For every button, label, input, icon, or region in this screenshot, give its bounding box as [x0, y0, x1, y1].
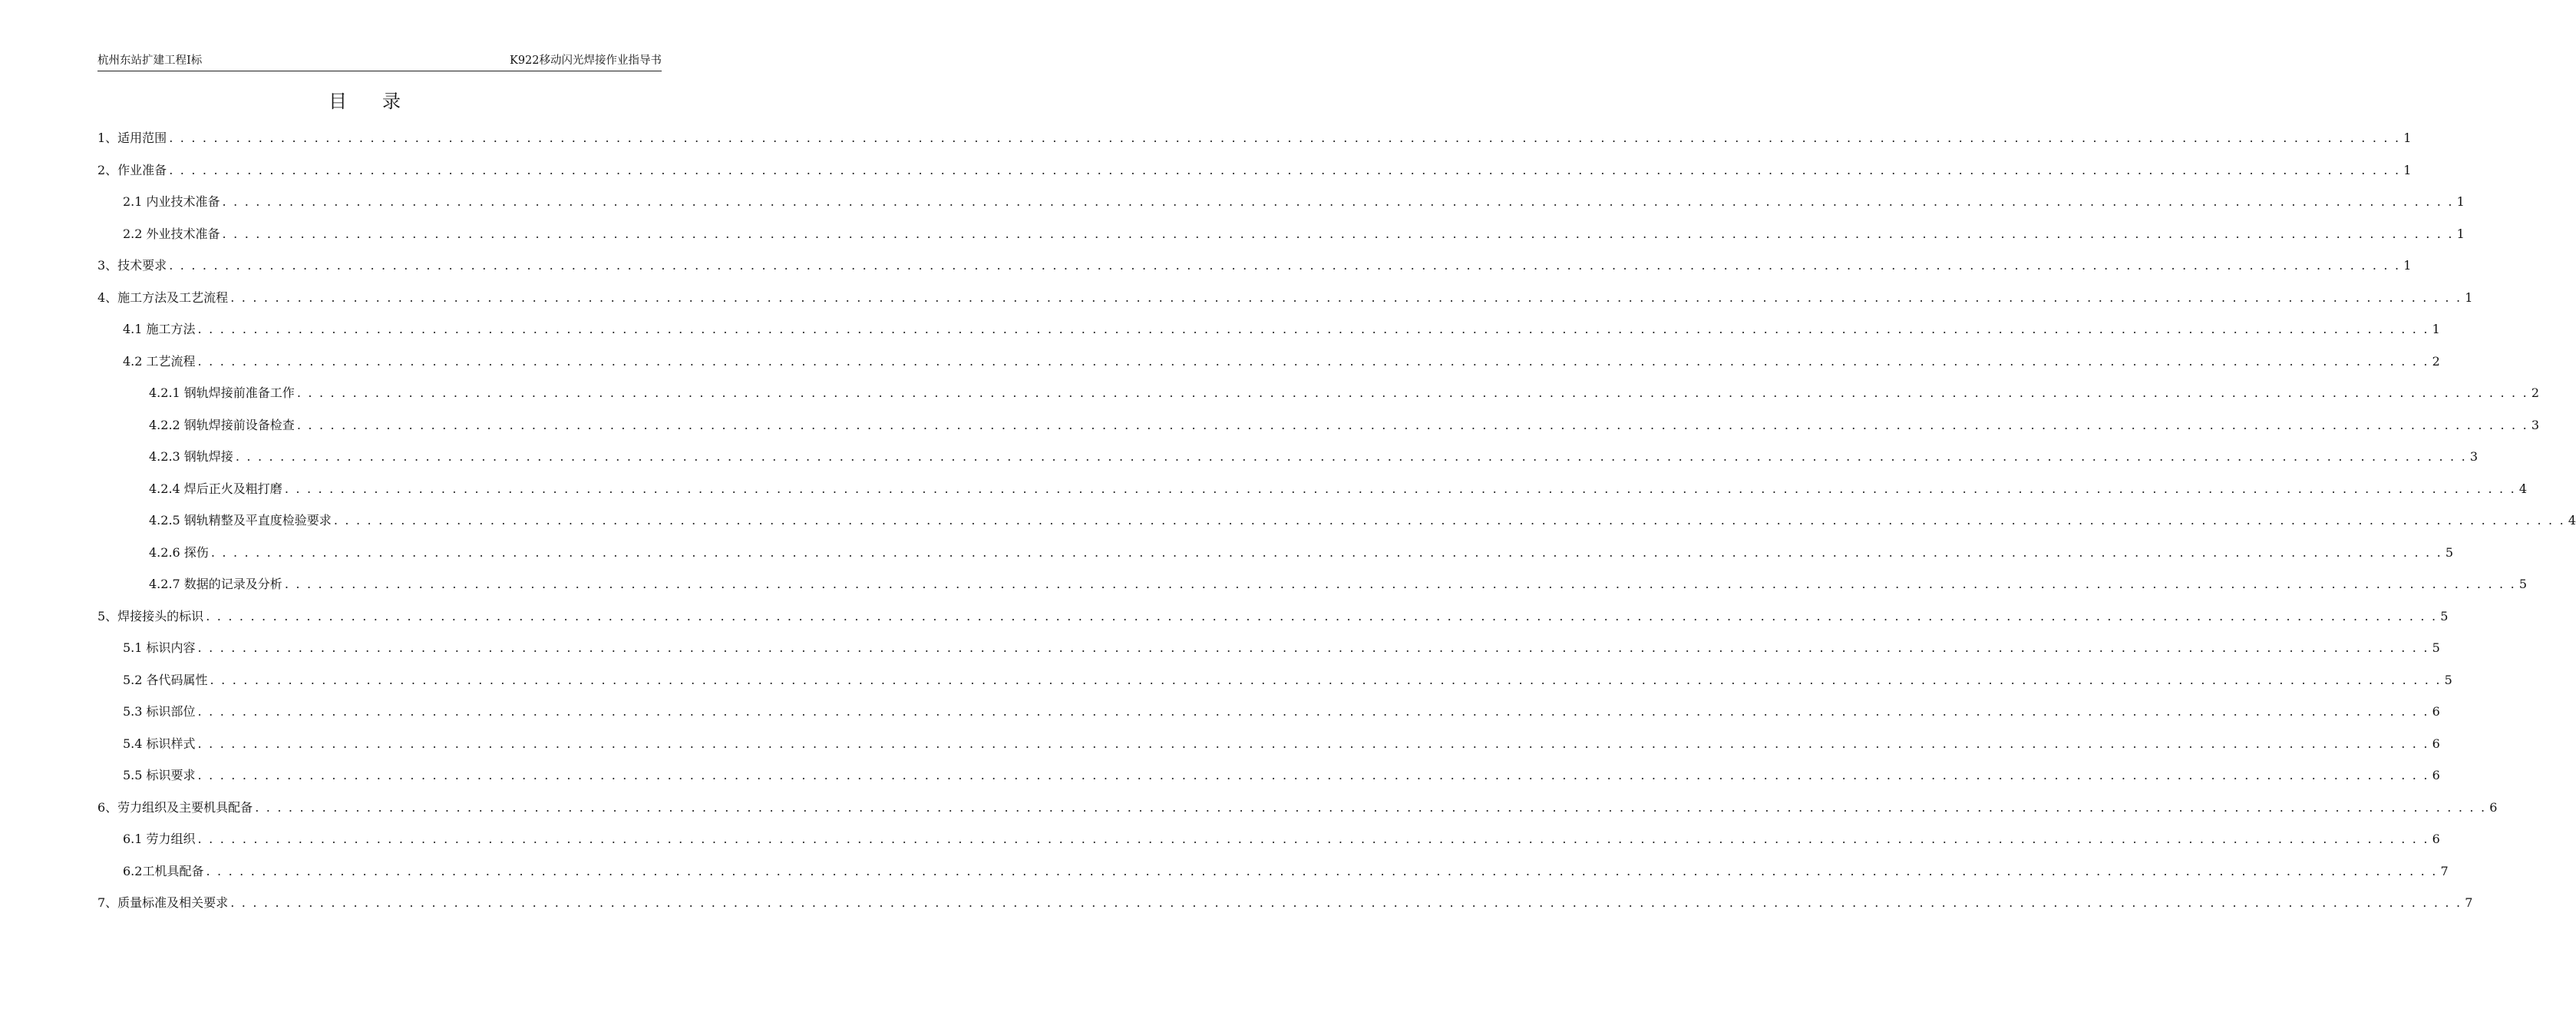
toc-entry-label: 2.2 外业技术准备	[123, 226, 220, 241]
toc-leader-dots: . . . . . . . . . . . . . . . . . . . . . . . . . . . . . . . . . . . . . . . . . . . . . . . . . . . . . . . . . . . . . . . . . . . . . . . . . . . . . . . . . . . . . . . . . . . . . . . . . . . . . . . . . . . . . . . . . . . . . . . . . . . . . . . . . . . . . . . . . . . . . . . . . . . . . . . . . . . . . . . . . . . . . . . . . . . . . . . . . . . . . . . . . . . . . . . . . . . . . . . .	[169, 131, 2401, 145]
toc-entry[interactable]	[97, 892, 2473, 914]
toc-entry[interactable]	[97, 287, 2473, 309]
toc-entry-page-number: 1	[2403, 258, 2412, 273]
toc-entry-page-number: 6	[2432, 832, 2440, 846]
toc-leader-dots: . . . . . . . . . . . . . . . . . . . . . . . . . . . . . . . . . . . . . . . . . . . . . . . . . . . . . . . . . . . . . . . . . . . . . . . . . . . . . . . . . . . . . . . . . . . . . . . . . . . . . . . . . . . . . . . . . . . . . . . . . . . . . . . . . . . . . . . . . . . . . . . . . . . . . . . . . . . . . . . . . . . . . . . . . . . . . . . . . . . . . . . . . . . . . . . . . . . . . . . .	[197, 768, 2429, 782]
toc-leader-dots: . . . . . . . . . . . . . . . . . . . . . . . . . . . . . . . . . . . . . . . . . . . . . . . . . . . . . . . . . . . . . . . . . . . . . . . . . . . . . . . . . . . . . . . . . . . . . . . . . . . . . . . . . . . . . . . . . . . . . . . . . . . . . . . . . . . . . . . . . . . . . . . . . . . . . . . . . . . . . . . . . . . . . . . . . . . . . . . . . . . . . . . . . . . . . . . . . . . . . . . .	[169, 258, 2401, 273]
toc-entry-label: 4.2.4 焊后正火及粗打磨	[149, 481, 282, 496]
toc-leader-dots: . . . . . . . . . . . . . . . . . . . . . . . . . . . . . . . . . . . . . . . . . . . . . . . . . . . . . . . . . . . . . . . . . . . . . . . . . . . . . . . . . . . . . . . . . . . . . . . . . . . . . . . . . . . . . . . . . . . . . . . . . . . . . . . . . . . . . . . . . . . . . . . . . . . . . . . . . . . . . . . . . . . . . . . . . . . . . . . . . . . . . . . . . . . . . . . . . . . . . . . .	[255, 799, 2487, 815]
toc-entry-label: 4.2.1 钢轨焊接前准备工作	[149, 385, 295, 400]
toc-entry[interactable]	[123, 861, 2449, 882]
toc-leader-dots: . . . . . . . . . . . . . . . . . . . . . . . . . . . . . . . . . . . . . . . . . . . . . . . . . . . . . . . . . . . . . . . . . . . . . . . . . . . . . . . . . . . . . . . . . . . . . . . . . . . . . . . . . . . . . . . . . . . . . . . . . . . . . . . . . . . . . . . . . . . . . . . . . . . . . . . . . . . . . . . . . . . . . . . . . . . . . . . . . . . . . . . . . . . . . . . . . . . . . . . .	[284, 577, 2516, 591]
toc-entry[interactable]	[97, 160, 2412, 181]
toc-entry-page-number: 1	[2403, 131, 2412, 145]
toc-entry[interactable]	[123, 829, 2440, 850]
toc-leader-dots: . . . . . . . . . . . . . . . . . . . . . . . . . . . . . . . . . . . . . . . . . . . . . . . . . . . . . . . . . . . . . . . . . . . . . . . . . . . . . . . . . . . . . . . . . . . . . . . . . . . . . . . . . . . . . . . . . . . . . . . . . . . . . . . . . . . . . . . . . . . . . . . . . . . . . . . . . . . . . . . . . . . . . . . . . . . . . . . . . . . . . . . . . . . . . . . . . . . . . . . .	[197, 832, 2429, 846]
toc-leader-dots: . . . . . . . . . . . . . . . . . . . . . . . . . . . . . . . . . . . . . . . . . . . . . . . . . . . . . . . . . . . . . . . . . . . . . . . . . . . . . . . . . . . . . . . . . . . . . . . . . . . . . . . . . . . . . . . . . . . . . . . . . . . . . . . . . . . . . . . . . . . . . . . . . . . . . . . . . . . . . . . . . . . . . . . . . . . . . . . . . . . . . . . . . . . . . . . . . . . . . . . .	[222, 194, 2454, 209]
toc-entry-label: 6.1 劳力组织	[123, 832, 196, 846]
toc-entry-page-number: 6	[2489, 799, 2498, 815]
toc-title: 目录	[329, 91, 436, 112]
toc-leader-dots: . . . . . . . . . . . . . . . . . . . . . . . . . . . . . . . . . . . . . . . . . . . . . . . . . . . . . . . . . . . . . . . . . . . . . . . . . . . . . . . . . . . . . . . . . . . . . . . . . . . . . . . . . . . . . . . . . . . . . . . . . . . . . . . . . . . . . . . . . . . . . . . . . . . . . . . . . . . . . . . . . . . . . . . . . . . . . . . . . . . . . . . . . . . . . . . . . . . . . . . .	[197, 736, 2429, 751]
toc-entry-page-number: 5	[2518, 577, 2528, 591]
toc-entry[interactable]	[123, 733, 2440, 755]
toc-entry-page-number: 2	[2531, 385, 2540, 400]
toc-entry-label: 4.2 工艺流程	[123, 353, 196, 369]
toc-entry-label: 4.2.6 探伤	[149, 544, 209, 560]
toc-leader-dots: . . . . . . . . . . . . . . . . . . . . . . . . . . . . . . . . . . . . . . . . . . . . . . . . . . . . . . . . . . . . . . . . . . . . . . . . . . . . . . . . . . . . . . . . . . . . . . . . . . . . . . . . . . . . . . . . . . . . . . . . . . . . . . . . . . . . . . . . . . . . . . . . . . . . . . . . . . . . . . . . . . . . . . . . . . . . . . . . . . . . . . . . . . . . . . . . . . . . . . . .	[169, 162, 2401, 177]
toc-leader-dots: . . . . . . . . . . . . . . . . . . . . . . . . . . . . . . . . . . . . . . . . . . . . . . . . . . . . . . . . . . . . . . . . . . . . . . . . . . . . . . . . . . . . . . . . . . . . . . . . . . . . . . . . . . . . . . . . . . . . . . . . . . . . . . . . . . . . . . . . . . . . . . . . . . . . . . . . . . . . . . . . . . . . . . . . . . . . . . . . . . . . . . . . . . . . . . . . . . . . . . . .	[296, 417, 2528, 432]
toc-leader-dots: . . . . . . . . . . . . . . . . . . . . . . . . . . . . . . . . . . . . . . . . . . . . . . . . . . . . . . . . . . . . . . . . . . . . . . . . . . . . . . . . . . . . . . . . . . . . . . . . . . . . . . . . . . . . . . . . . . . . . . . . . . . . . . . . . . . . . . . . . . . . . . . . . . . . . . . . . . . . . . . . . . . . . . . . . . . . . . . . . . . . . . . . . . . . . . . . . . . . . . . .	[206, 608, 2438, 624]
header-document-title: K922移动闪光焊接作业指导书	[509, 55, 662, 67]
toc-entry-label: 4.2.5 钢轨精整及平直度检验要求	[149, 513, 332, 528]
toc-entry[interactable]	[97, 797, 2498, 819]
toc-entry-label: 7、质量标准及相关要求	[97, 895, 229, 910]
toc-leader-dots: . . . . . . . . . . . . . . . . . . . . . . . . . . . . . . . . . . . . . . . . . . . . . . . . . . . . . . . . . . . . . . . . . . . . . . . . . . . . . . . . . . . . . . . . . . . . . . . . . . . . . . . . . . . . . . . . . . . . . . . . . . . . . . . . . . . . . . . . . . . . . . . . . . . . . . . . . . . . . . . . . . . . . . . . . . . . . . . . . . . . . . . . . . . . . . . . . . . . . . . .	[235, 449, 2467, 464]
toc-entry-label: 2.1 内业技术准备	[123, 194, 220, 209]
page-header	[97, 51, 662, 71]
toc-entry[interactable]	[149, 415, 2540, 436]
toc-entry-page-number: 7	[2440, 863, 2449, 878]
toc-entry-page-number: 5	[2440, 608, 2449, 624]
toc-entry-label: 4.1 施工方法	[123, 322, 196, 336]
toc-entry-page-number: 5	[2444, 672, 2452, 687]
toc-entry-label: 5.2 各代码属性	[123, 672, 208, 687]
toc-entry[interactable]	[97, 606, 2449, 627]
toc-entry-label: 5、焊接接头的标识	[97, 608, 204, 624]
toc-leader-dots: . . . . . . . . . . . . . . . . . . . . . . . . . . . . . . . . . . . . . . . . . . . . . . . . . . . . . . . . . . . . . . . . . . . . . . . . . . . . . . . . . . . . . . . . . . . . . . . . . . . . . . . . . . . . . . . . . . . . . . . . . . . . . . . . . . . . . . . . . . . . . . . . . . . . . . . . . . . . . . . . . . . . . . . . . . . . . . . . . . . . . . . . . . . . . . . . . . . . . . . .	[230, 289, 2462, 305]
toc-leader-dots: . . . . . . . . . . . . . . . . . . . . . . . . . . . . . . . . . . . . . . . . . . . . . . . . . . . . . . . . . . . . . . . . . . . . . . . . . . . . . . . . . . . . . . . . . . . . . . . . . . . . . . . . . . . . . . . . . . . . . . . . . . . . . . . . . . . . . . . . . . . . . . . . . . . . . . . . . . . . . . . . . . . . . . . . . . . . . . . . . . . . . . . . . . . . . . . . . . . . . . . .	[197, 322, 2429, 336]
toc-entry-label: 5.4 标识样式	[123, 736, 196, 751]
header-project-name: 杭州东站扩建工程Ⅰ标	[97, 55, 203, 67]
toc-entry[interactable]	[149, 542, 2454, 564]
toc-entry-page-number: 5	[2432, 640, 2440, 655]
toc-leader-dots: . . . . . . . . . . . . . . . . . . . . . . . . . . . . . . . . . . . . . . . . . . . . . . . . . . . . . . . . . . . . . . . . . . . . . . . . . . . . . . . . . . . . . . . . . . . . . . . . . . . . . . . . . . . . . . . . . . . . . . . . . . . . . . . . . . . . . . . . . . . . . . . . . . . . . . . . . . . . . . . . . . . . . . . . . . . . . . . . . . . . . . . . . . . . . . . . . . . . . . . .	[284, 481, 2516, 496]
toc-entry-label: 4.2.2 钢轨焊接前设备检查	[149, 417, 295, 432]
toc-entry-page-number: 3	[2469, 449, 2479, 464]
toc-leader-dots: . . . . . . . . . . . . . . . . . . . . . . . . . . . . . . . . . . . . . . . . . . . . . . . . . . . . . . . . . . . . . . . . . . . . . . . . . . . . . . . . . . . . . . . . . . . . . . . . . . . . . . . . . . . . . . . . . . . . . . . . . . . . . . . . . . . . . . . . . . . . . . . . . . . . . . . . . . . . . . . . . . . . . . . . . . . . . . . . . . . . . . . . . . . . . . . . . . . . . . . .	[222, 226, 2454, 241]
toc-entry-page-number: 3	[2531, 417, 2540, 432]
toc-entry-page-number: 6	[2432, 736, 2440, 751]
toc-entry-label: 5.1 标识内容	[123, 640, 196, 655]
toc-entry[interactable]	[123, 191, 2465, 213]
toc-entry-label: 6、劳力组织及主要机具配备	[97, 799, 253, 815]
toc-entry-page-number: 4	[2568, 513, 2576, 528]
toc-entry-page-number: 2	[2432, 353, 2440, 369]
toc-entry[interactable]	[123, 223, 2465, 245]
toc-leader-dots: . . . . . . . . . . . . . . . . . . . . . . . . . . . . . . . . . . . . . . . . . . . . . . . . . . . . . . . . . . . . . . . . . . . . . . . . . . . . . . . . . . . . . . . . . . . . . . . . . . . . . . . . . . . . . . . . . . . . . . . . . . . . . . . . . . . . . . . . . . . . . . . . . . . . . . . . . . . . . . . . . . . . . . . . . . . . . . . . . . . . . . . . . . . . . . . . . . . . . . . .	[197, 704, 2429, 719]
toc-entry[interactable]	[123, 701, 2440, 723]
toc-entry-label: 5.3 标识部位	[123, 704, 196, 719]
toc-leader-dots: . . . . . . . . . . . . . . . . . . . . . . . . . . . . . . . . . . . . . . . . . . . . . . . . . . . . . . . . . . . . . . . . . . . . . . . . . . . . . . . . . . . . . . . . . . . . . . . . . . . . . . . . . . . . . . . . . . . . . . . . . . . . . . . . . . . . . . . . . . . . . . . . . . . . . . . . . . . . . . . . . . . . . . . . . . . . . . . . . . . . . . . . . . . . . . . . . . . . . . . .	[206, 863, 2438, 878]
toc-entry-page-number: 1	[2465, 289, 2473, 305]
toc-entry-page-number: 1	[2403, 162, 2412, 177]
toc-entry[interactable]	[97, 127, 2412, 149]
toc-entry-page-number: 4	[2518, 481, 2528, 496]
toc-entry-label: 6.2工机具配备	[123, 863, 204, 878]
toc-entry[interactable]	[123, 637, 2440, 659]
toc-leader-dots: . . . . . . . . . . . . . . . . . . . . . . . . . . . . . . . . . . . . . . . . . . . . . . . . . . . . . . . . . . . . . . . . . . . . . . . . . . . . . . . . . . . . . . . . . . . . . . . . . . . . . . . . . . . . . . . . . . . . . . . . . . . . . . . . . . . . . . . . . . . . . . . . . . . . . . . . . . . . . . . . . . . . . . . . . . . . . . . . . . . . . . . . . . . . . . . . . . . . . . . .	[296, 385, 2528, 400]
toc-entry[interactable]	[149, 574, 2528, 595]
toc-entry[interactable]	[97, 255, 2412, 276]
toc-entry[interactable]	[123, 319, 2440, 340]
toc-entry-label: 3、技术要求	[97, 258, 167, 273]
toc-entry-page-number: 1	[2456, 226, 2465, 241]
toc-entry-label: 5.5 标识要求	[123, 768, 196, 782]
toc-entry-page-number: 5	[2445, 544, 2454, 560]
toc-entry-label: 1、适用范围	[97, 131, 167, 145]
toc-entry-label: 4.2.7 数据的记录及分析	[149, 577, 282, 591]
toc-entry-label: 4、施工方法及工艺流程	[97, 289, 229, 305]
toc-leader-dots: . . . . . . . . . . . . . . . . . . . . . . . . . . . . . . . . . . . . . . . . . . . . . . . . . . . . . . . . . . . . . . . . . . . . . . . . . . . . . . . . . . . . . . . . . . . . . . . . . . . . . . . . . . . . . . . . . . . . . . . . . . . . . . . . . . . . . . . . . . . . . . . . . . . . . . . . . . . . . . . . . . . . . . . . . . . . . . . . . . . . . . . . . . . . . . . . . . . . . . . .	[210, 672, 2442, 687]
toc-entry[interactable]	[123, 765, 2440, 786]
toc-entry-page-number: 7	[2465, 895, 2473, 910]
toc-leader-dots: . . . . . . . . . . . . . . . . . . . . . . . . . . . . . . . . . . . . . . . . . . . . . . . . . . . . . . . . . . . . . . . . . . . . . . . . . . . . . . . . . . . . . . . . . . . . . . . . . . . . . . . . . . . . . . . . . . . . . . . . . . . . . . . . . . . . . . . . . . . . . . . . . . . . . . . . . . . . . . . . . . . . . . . . . . . . . . . . . . . . . . . . . . . . . . . . . . . . . . . .	[230, 895, 2462, 910]
toc-entry[interactable]	[149, 446, 2479, 468]
toc-leader-dots: . . . . . . . . . . . . . . . . . . . . . . . . . . . . . . . . . . . . . . . . . . . . . . . . . . . . . . . . . . . . . . . . . . . . . . . . . . . . . . . . . . . . . . . . . . . . . . . . . . . . . . . . . . . . . . . . . . . . . . . . . . . . . . . . . . . . . . . . . . . . . . . . . . . . . . . . . . . . . . . . . . . . . . . . . . . . . . . . . . . . . . . . . . . . . . . . . . . . . . . .	[333, 513, 2565, 528]
toc-leader-dots: . . . . . . . . . . . . . . . . . . . . . . . . . . . . . . . . . . . . . . . . . . . . . . . . . . . . . . . . . . . . . . . . . . . . . . . . . . . . . . . . . . . . . . . . . . . . . . . . . . . . . . . . . . . . . . . . . . . . . . . . . . . . . . . . . . . . . . . . . . . . . . . . . . . . . . . . . . . . . . . . . . . . . . . . . . . . . . . . . . . . . . . . . . . . . . . . . . . . . . . .	[210, 544, 2442, 560]
toc-entry[interactable]	[149, 382, 2540, 404]
toc-entry-label: 4.2.3 钢轨焊接	[149, 449, 233, 464]
toc-entry-page-number: 1	[2432, 322, 2440, 336]
toc-leader-dots: . . . . . . . . . . . . . . . . . . . . . . . . . . . . . . . . . . . . . . . . . . . . . . . . . . . . . . . . . . . . . . . . . . . . . . . . . . . . . . . . . . . . . . . . . . . . . . . . . . . . . . . . . . . . . . . . . . . . . . . . . . . . . . . . . . . . . . . . . . . . . . . . . . . . . . . . . . . . . . . . . . . . . . . . . . . . . . . . . . . . . . . . . . . . . . . . . . . . . . . .	[197, 353, 2429, 369]
toc-entry[interactable]	[149, 478, 2528, 500]
toc-leader-dots: . . . . . . . . . . . . . . . . . . . . . . . . . . . . . . . . . . . . . . . . . . . . . . . . . . . . . . . . . . . . . . . . . . . . . . . . . . . . . . . . . . . . . . . . . . . . . . . . . . . . . . . . . . . . . . . . . . . . . . . . . . . . . . . . . . . . . . . . . . . . . . . . . . . . . . . . . . . . . . . . . . . . . . . . . . . . . . . . . . . . . . . . . . . . . . . . . . . . . . . .	[197, 640, 2429, 655]
toc-entry-page-number: 6	[2432, 704, 2440, 719]
toc-entry-page-number: 1	[2456, 194, 2465, 209]
toc-entry[interactable]	[123, 351, 2440, 372]
toc-entry[interactable]	[123, 670, 2452, 691]
toc-entry-label: 2、作业准备	[97, 162, 167, 177]
toc-entry[interactable]	[149, 510, 2576, 531]
toc-entry-page-number: 6	[2432, 768, 2440, 782]
